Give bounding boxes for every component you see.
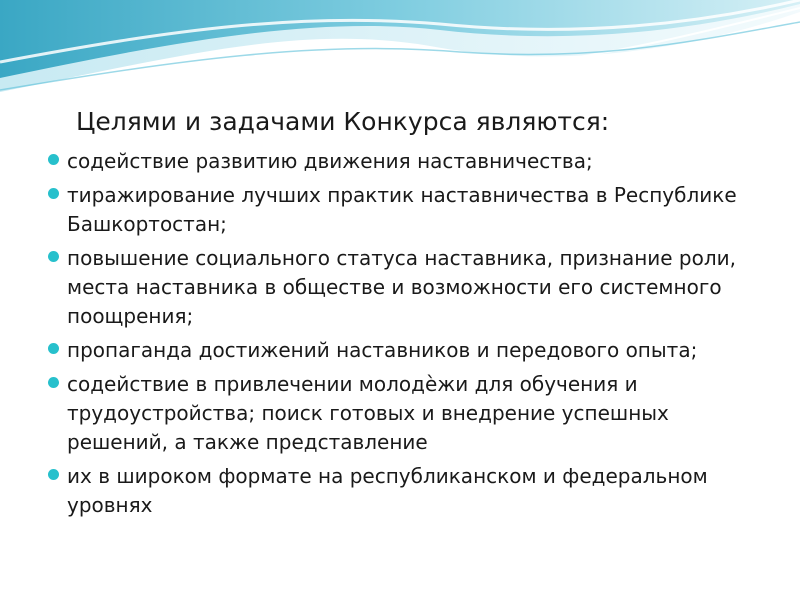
slide-title: Целями и задачами Конкурса являются: <box>76 107 610 136</box>
goal-text: содействие развитию движения наставничества; <box>67 149 593 173</box>
goal-text: повышение социального статуса наставника, признание роли, места наставника в обществе и возможности его системного поощрения; <box>67 246 737 328</box>
goal-item <box>48 244 768 331</box>
bullet-icon <box>48 377 59 388</box>
goal-text: их в широком формате на республиканском и федеральном уровнях <box>67 464 708 517</box>
goal-text: пропаганда достижений наставников и передового опыта; <box>67 338 698 362</box>
bullet-icon <box>48 188 59 199</box>
goals-list <box>48 147 768 525</box>
goal-item <box>48 336 768 365</box>
wave-header-decoration <box>0 0 800 100</box>
goal-item <box>48 181 768 239</box>
bullet-icon <box>48 251 59 262</box>
goal-text: тиражирование лучших практик наставничества в Республике Башкортостан; <box>67 183 737 236</box>
goal-item <box>48 147 768 176</box>
goal-item <box>48 462 768 520</box>
bullet-icon <box>48 343 59 354</box>
goal-text: содействие в привлечении молодѐжи для обучения и трудоустройства; поиск готовых и внедрение успешных решений, а также представление <box>67 372 669 454</box>
bullet-icon <box>48 469 59 480</box>
goal-item <box>48 370 768 457</box>
bullet-icon <box>48 154 59 165</box>
